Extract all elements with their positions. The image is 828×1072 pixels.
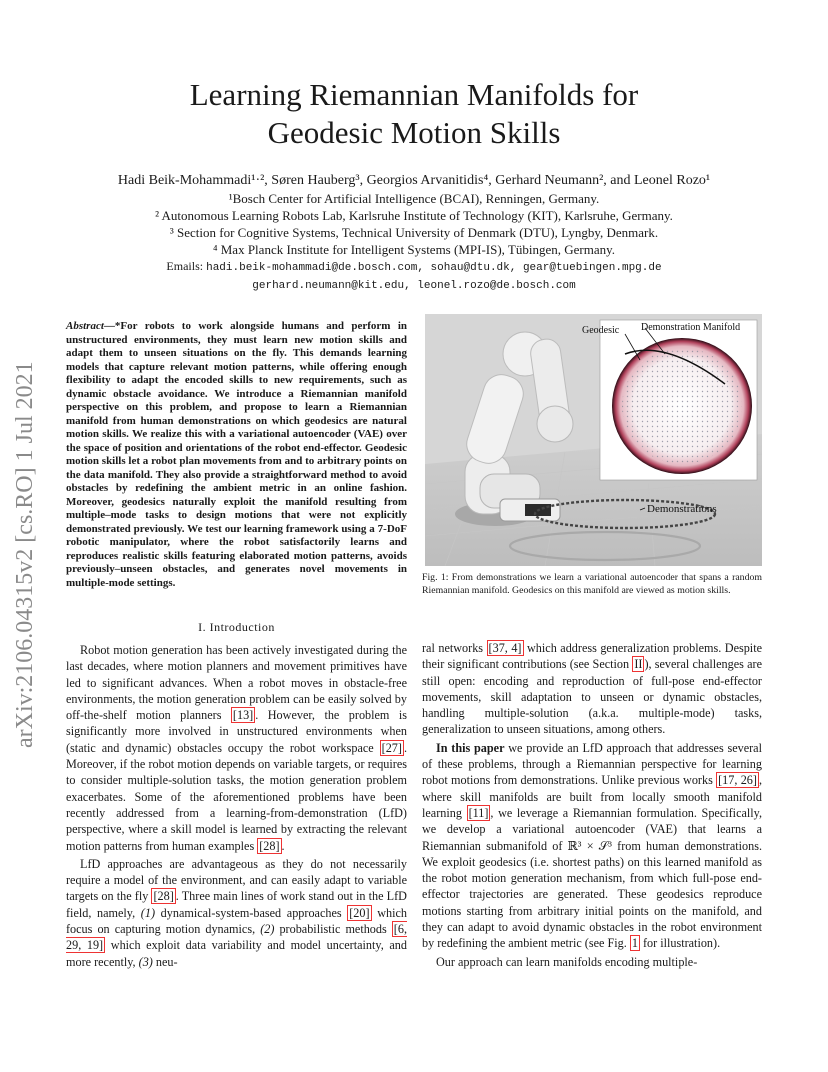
title-line-1: Learning Riemannian Manifolds for	[189, 77, 639, 112]
citation-link[interactable]: [20]	[349, 905, 370, 920]
abstract-column	[66, 320, 407, 590]
intro-paragraph-3	[422, 640, 762, 738]
intro-paragraph-4	[422, 740, 762, 952]
abstract	[66, 320, 407, 590]
citation-link[interactable]: [6, 29, 19]	[66, 922, 407, 953]
citation-link[interactable]: [37, 4]	[488, 641, 522, 655]
email-line-2[interactable]: gerhard.neumann@kit.edu, leonel.rozo@de.bosch.com	[252, 280, 576, 292]
arxiv-identifier	[2, 300, 42, 760]
emphasis-run: In this paper	[436, 740, 505, 755]
intro-right-column	[422, 640, 762, 970]
text-run: . Moreover, if the robot motion depends on variable targets, or requires to consider multiple-solution tasks, the motion generation problem exacerbates. Some of the aforementioned problems have been recently addressed from a learning-from-demonstration (LfD) perspective, where a skill model is learned by extracting the relevant motion patterns from human examples	[66, 740, 407, 853]
text-run: , we leverage a Riemannian formulation. Specifically, we develop a variational autoencoder (VAE) that learns a Riemannian submanifold of ℝ³ × 𝒮³ from human demonstrations. We exploit geodesics (i.e. shortest paths) on this learned manifold as the robot motion generation mechanism, from which full-pose end-effector trajectories are generated. These geodesics reproduce motions starting from arbitrary initial points on the manifold, and they can adapt to avoid dynamic obstacles in the robot environment by redefining the ambient metric (see Fig.	[422, 805, 763, 951]
figure-1	[425, 314, 762, 566]
abstract-label: Abstract	[66, 320, 104, 332]
section-link[interactable]: II	[634, 657, 643, 672]
email-line-1[interactable]: hadi.beik-mohammadi@de.bosch.com, sohau@dtu.dk, gear@tuebingen.mpg.de	[206, 262, 662, 274]
manifold-dots	[622, 348, 742, 464]
section-heading-introduction: I. Introduction	[198, 620, 275, 634]
affiliation-3: ³ Section for Cognitive Systems, Technical University of Denmark (DTU), Lyngby, Denmark.	[169, 225, 659, 240]
figure-label-geodesic: Geodesic	[582, 325, 620, 336]
affiliation-4: ⁴ Max Planck Institute for Intelligent Systems (MPI-IS), Tübingen, Germany.	[212, 242, 616, 257]
figure-label-demonstrations: Demonstrations	[647, 503, 717, 515]
intro-paragraph-5: Our approach can learn manifolds encoding multiple-	[436, 954, 698, 969]
email-block	[0, 258, 828, 294]
figure-label-manifold: Demonstration Manifold	[641, 322, 741, 333]
intro-left-column	[66, 642, 407, 970]
abstract-text: —*For robots to work alongside humans and perform in unstructured environments, they must learn new motion skills and adapt them to unseen situations on the fly. This demands learning models that capture relevant motion patterns, while offering enough flexibility to adapt the encoded skills to new requirements, such as dynamic obstacle avoidance. We introduce a Riemannian manifold perspective on this problem, and propose to learn a Riemannian manifold from human demonstrations on which geodesics are natural motion skills. We realize this with a variational autoencoder (VAE) over the space of position and orientations of the robot end-effector. Geodesic motion skills let a robot plan movements from and to arbitrary points on the data manifold. They also provide a straightforward method to avoid obstacles by redefining the ambient metric in an online fashion. Moreover, geodesics naturally exploit the manifold resulting from multiple–mode tasks to design motions that were not explicitly demonstrated previously. We test our learning framework using a 7-DoF robotic manipulator, where the robot satisfactorily learns and reproduces realistic skills featuring elaborated motion patterns, avoids previously–unseen obstacles, and generates novel movements in multiple-mode settings.	[66, 320, 407, 589]
text-run: ral networks	[422, 641, 487, 655]
intro-paragraph-2	[66, 856, 407, 970]
text-run: which focus on capturing motion dynamics,	[66, 905, 407, 937]
enumeration-marker: (2)	[260, 922, 275, 937]
figure-link[interactable]: 1	[631, 936, 638, 951]
citation-link[interactable]: [17, 26]	[718, 773, 757, 788]
enumeration-marker: (1)	[140, 905, 156, 920]
text-run: . Three main lines of work stand out in the LfD field, namely,	[66, 889, 407, 920]
text-run: which address generalization problems. Despite their significant contributions (see Section	[422, 641, 762, 672]
text-run: probabilistic methods	[274, 922, 392, 937]
text-run: .	[281, 838, 285, 853]
text-run: which exploit data variability and model uncertainty, and more recently,	[66, 938, 407, 969]
text-run: dynamical-system-based approaches	[155, 905, 348, 920]
emails-label: Emails:	[166, 259, 204, 273]
citation-link[interactable]: [11]	[468, 805, 489, 820]
text-run: Robot motion generation has been actively investigated during the last decades, where motion planners and movement primitives have led to significant advances. When a robot moves in obstacle-free environments, the motion generation problem can be easily solved by off-the-shelf motion planners	[66, 643, 407, 723]
intro-paragraph-1	[66, 642, 407, 854]
text-run: we provide an LfD approach that addresses several of these problems, through a Riemannian perspective for learning robot motions from demonstrations. Unlike previous works	[422, 740, 762, 788]
text-run: neu-	[152, 954, 178, 969]
citation-link[interactable]: [13]	[232, 708, 254, 723]
text-run: for illustration).	[639, 936, 721, 951]
affiliation-2: ² Autonomous Learning Robots Lab, Karlsruhe Institute of Technology (KIT), Karlsruhe, Germany.	[155, 208, 673, 223]
affiliation-1: ¹Bosch Center for Artificial Intelligence (BCAI), Renningen, Germany.	[228, 191, 600, 206]
text-run: , where skill manifolds are built from locally smooth manifold learning	[422, 773, 762, 820]
text-run: . However, the problem is significantly more involved in unstructured environments when (static and dynamic) obstacles occupy the robot workspace	[66, 708, 408, 755]
title-line-2: Geodesic Motion Skills	[267, 115, 561, 150]
paper-title	[0, 76, 828, 152]
enumeration-marker: (3)	[138, 954, 153, 969]
arxiv-identifier-text: arXiv:2106.04315v2 [cs.RO] 1 Jul 2021	[12, 361, 38, 748]
citation-link[interactable]: [28]	[153, 889, 174, 904]
figure-1-caption: Fig. 1: From demonstrations we learn a variational autoencoder that spans a random Riemannian manifold. Geodesics on this manifold are viewed as motion skills.	[422, 572, 762, 596]
text-run: ), several challenges are still open: encoding and reproduction of full-pose end-effector movements, skill adaptation to unseen or dynamic obstacles, handling multiple-solution (a.k.a. multiple-mode) tasks, generalization to unseen situations, among others.	[422, 657, 762, 737]
citation-link[interactable]: [28]	[259, 838, 280, 853]
text-run: LfD approaches are advantageous as they do not necessarily require a model of the environment, and can easily adapt to variable targets on the fly	[66, 856, 407, 904]
author-list: Hadi Beik-Mohammadi¹·², Søren Hauberg³, Georgios Arvanitidis⁴, Gerhard Neumann², and Leonel Rozo¹	[117, 173, 711, 188]
citation-link[interactable]: [27]	[381, 740, 402, 755]
